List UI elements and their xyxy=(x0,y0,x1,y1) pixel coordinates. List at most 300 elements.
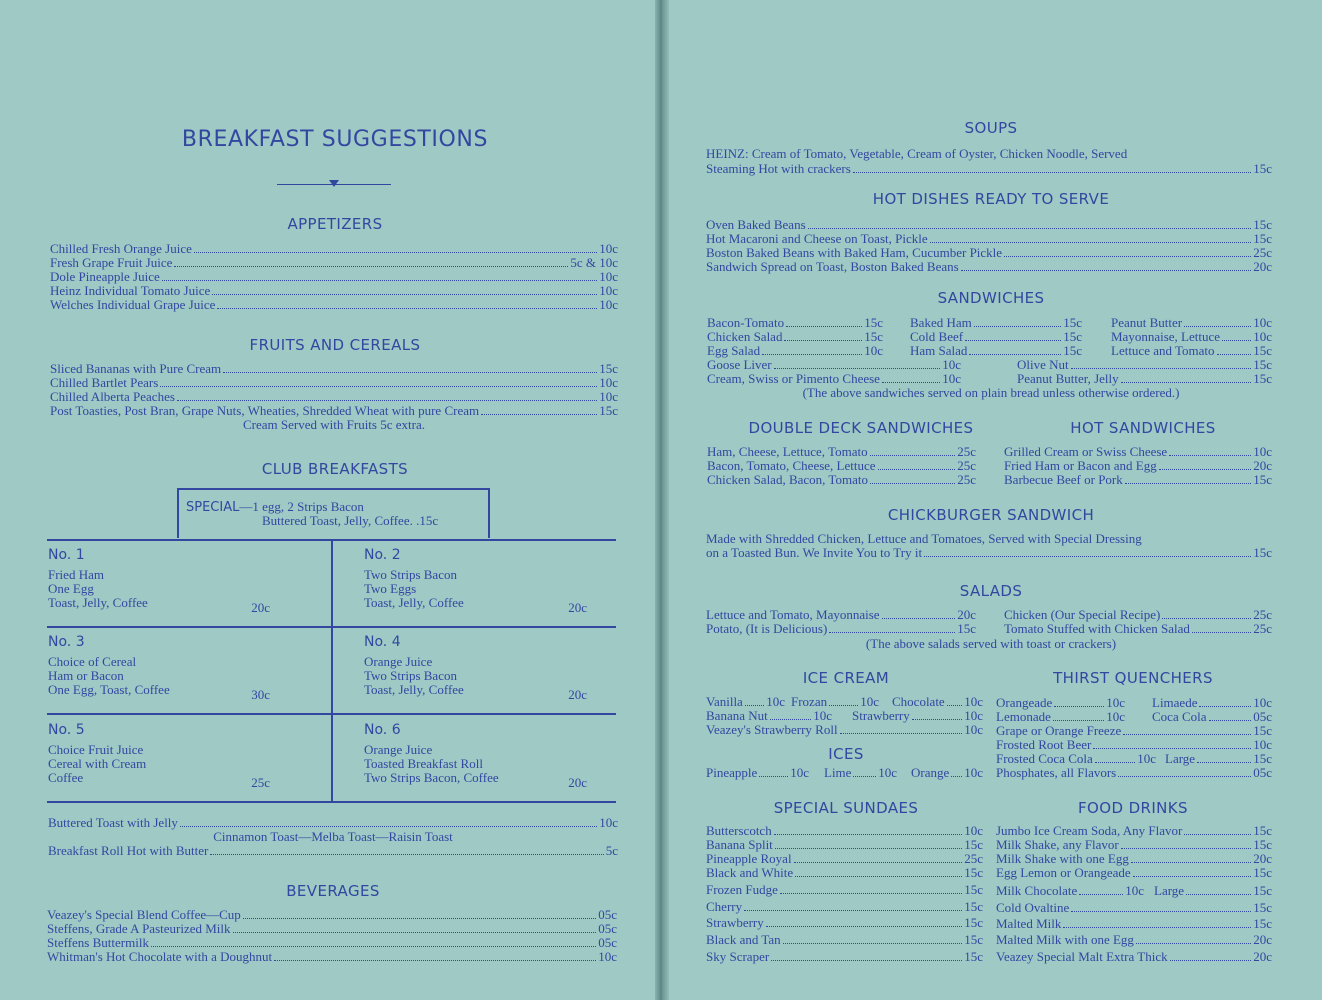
item-name: Limaede xyxy=(1152,695,1198,710)
fruits-heading: FRUITS AND CEREALS xyxy=(249,336,421,354)
salads-heading: SALADS xyxy=(959,582,1023,600)
item-price: 10c xyxy=(964,823,983,838)
item-name: Sliced Bananas with Pure Cream xyxy=(50,361,222,376)
hot-sandwich-item xyxy=(1004,445,1272,459)
fruit-item xyxy=(50,376,618,390)
dot-leader xyxy=(1123,734,1251,735)
item-price: 10c xyxy=(599,241,618,256)
dot-leader xyxy=(223,372,597,373)
dot-leader xyxy=(974,326,1061,327)
item-price: 10c xyxy=(766,694,785,709)
dot-leader xyxy=(1004,256,1251,257)
item-name: Strawberry xyxy=(852,708,910,723)
combo-line: Toast, Jelly, Coffee xyxy=(364,595,464,610)
dot-leader xyxy=(829,705,858,706)
combo-title: No. 4 xyxy=(364,634,401,650)
hot-dish-item xyxy=(706,260,1272,274)
item-name: Milk Shake with one Egg xyxy=(996,851,1129,866)
sandwich-item-peanut-jelly xyxy=(1017,372,1272,386)
item-name: Milk Chocolate xyxy=(996,883,1078,898)
page-title: BREAKFAST SUGGESTIONS xyxy=(181,127,489,152)
dot-leader xyxy=(770,719,811,720)
item-price: 10c xyxy=(964,765,983,780)
item-price: 15c xyxy=(1253,883,1272,898)
dot-leader xyxy=(829,632,955,633)
combo-6 xyxy=(364,723,587,793)
dot-leader xyxy=(274,960,596,961)
breakfast-roll-item xyxy=(48,844,618,858)
item-price: 10c xyxy=(864,343,883,358)
item-name: Boston Baked Beans with Baked Ham, Cucumber Pickle xyxy=(706,245,1003,260)
dot-leader xyxy=(160,386,597,387)
dot-leader xyxy=(965,340,1061,341)
sandwich-item xyxy=(707,344,883,358)
dot-leader xyxy=(745,705,764,706)
item-name: Baked Ham xyxy=(910,315,972,330)
combo-1 xyxy=(48,548,270,618)
item-price: 25c xyxy=(1253,607,1272,622)
item-name: Jumbo Ice Cream Soda, Any Flavor xyxy=(996,823,1183,838)
dot-leader xyxy=(1209,720,1252,721)
combo-5 xyxy=(48,723,270,793)
appetizers-heading: APPETIZERS xyxy=(287,215,383,233)
item-price: 15c xyxy=(1253,900,1272,915)
item-price: 15c xyxy=(1253,545,1272,560)
combo-line: Orange Juice xyxy=(364,654,433,669)
dot-leader xyxy=(1121,848,1251,849)
item-name: Chicken (Our Special Recipe) xyxy=(1004,607,1161,622)
item-price: 25c xyxy=(957,472,976,487)
dot-leader xyxy=(243,918,596,919)
dot-leader xyxy=(771,960,962,961)
beverage-item xyxy=(47,922,617,936)
item-name: Sky Scraper xyxy=(706,949,770,964)
toast-varieties-note: Cinnamon Toast—Melba Toast—Raisin Toast xyxy=(213,829,453,844)
item-name: Lemonade xyxy=(996,709,1051,724)
sandwiches-heading: SANDWICHES xyxy=(937,289,1045,307)
item-price: 10c xyxy=(1253,315,1272,330)
item-name: Cream, Swiss or Pimento Cheese xyxy=(707,371,880,386)
dot-leader xyxy=(759,776,788,777)
sandwich-item-cream-cheese xyxy=(707,372,961,386)
item-price: 10c xyxy=(878,765,897,780)
dot-leader xyxy=(878,469,956,470)
item-price: 15c xyxy=(964,949,983,964)
sundae-item xyxy=(706,824,983,838)
beverage-item xyxy=(47,936,617,950)
item-price: 15c xyxy=(599,361,618,376)
item-name: Post Toasties, Post Bran, Grape Nuts, Wheaties, Shredded Wheat with pure Cream xyxy=(50,403,480,418)
item-name: Malted Milk with one Egg xyxy=(996,932,1134,947)
item-price: 15c xyxy=(864,329,883,344)
item-price: 05c xyxy=(1253,709,1272,724)
sandwich-item-olive-nut xyxy=(1017,358,1272,372)
item-price: 15c xyxy=(864,315,883,330)
dot-leader xyxy=(1121,382,1252,383)
combo-price: 20c xyxy=(251,600,270,615)
item-name: Lime xyxy=(824,765,852,780)
item-name: Fresh Grape Fruit Juice xyxy=(50,255,173,270)
salad-item xyxy=(1004,608,1272,622)
soups-item xyxy=(706,162,1272,176)
sandwich-item xyxy=(1111,330,1272,344)
combo-title: No. 2 xyxy=(364,547,401,563)
salad-item xyxy=(1004,622,1272,636)
dot-leader xyxy=(774,834,963,835)
item-name: Chilled Alberta Peaches xyxy=(50,389,175,404)
item-price: 5c & 10c xyxy=(570,255,618,270)
dot-leader xyxy=(1079,894,1123,895)
item-price: 25c xyxy=(964,851,983,866)
combo-price: 20c xyxy=(568,687,587,702)
item-price: 15c xyxy=(1253,472,1272,487)
dot-leader xyxy=(151,946,596,947)
item-price: 10c xyxy=(599,375,618,390)
food-drink-item xyxy=(996,933,1272,947)
item-name: Barbecue Beef or Pork xyxy=(1004,472,1123,487)
fruit-item xyxy=(50,362,618,376)
item-name: Veazey's Strawberry Roll xyxy=(706,722,838,737)
combo-line: Toasted Breakfast Roll xyxy=(364,756,483,771)
item-name: Chicken Salad xyxy=(707,329,783,344)
item-price: 10c xyxy=(1253,695,1272,710)
sundae-item xyxy=(706,852,983,866)
ice-cream-item xyxy=(706,695,785,709)
item-name: Steffens, Grade A Pasteurized Milk xyxy=(47,921,231,936)
sundae-item xyxy=(706,916,983,930)
item-name: Peanut Butter xyxy=(1111,315,1183,330)
thirst-item xyxy=(996,710,1125,724)
right-page xyxy=(663,0,1322,1000)
dot-leader xyxy=(795,876,962,877)
dot-leader xyxy=(780,893,962,894)
item-name: Lettuce and Tomato xyxy=(1111,343,1215,358)
dot-leader xyxy=(1125,483,1251,484)
dot-leader xyxy=(1184,834,1251,835)
soups-heading: SOUPS xyxy=(964,119,1018,137)
item-price: 15c xyxy=(1253,751,1272,766)
special-line-2: Buttered Toast, Jelly, Coffee. .15c xyxy=(262,513,439,528)
combo-line: Coffee xyxy=(48,770,84,785)
item-name: Oven Baked Beans xyxy=(706,217,806,232)
dot-leader xyxy=(1118,776,1251,777)
item-name: Dole Pineapple Juice xyxy=(50,269,160,284)
item-name: Mayonnaise, Lettuce xyxy=(1111,329,1221,344)
item-price: 15c xyxy=(964,899,983,914)
dot-leader xyxy=(212,294,597,295)
dot-leader xyxy=(1071,911,1251,912)
item-name: Black and White xyxy=(706,865,794,880)
dot-leader xyxy=(882,382,940,383)
item-price: 10c xyxy=(599,269,618,284)
thirst-item xyxy=(996,696,1125,710)
item-name: Cherry xyxy=(706,899,743,914)
dot-leader xyxy=(808,228,1252,229)
salad-item xyxy=(706,608,976,622)
dot-leader xyxy=(1199,706,1251,707)
item-name: Cold Beef xyxy=(910,329,964,344)
special-sundaes-heading: SPECIAL SUNDAES xyxy=(773,799,919,817)
item-name: Pineapple Royal xyxy=(706,851,792,866)
dot-leader xyxy=(1136,943,1251,944)
item-price: 10c xyxy=(1253,737,1272,752)
combo-line: One Egg, Toast, Coffee xyxy=(48,682,170,697)
item-name: Fried Ham or Bacon and Egg xyxy=(1004,458,1157,473)
dot-leader xyxy=(1133,876,1252,877)
item-name: Vanilla xyxy=(706,694,743,709)
ices-item xyxy=(911,766,983,780)
combo-line: One Egg xyxy=(48,581,94,596)
dot-leader xyxy=(870,483,955,484)
dot-leader xyxy=(882,618,956,619)
item-name: Veazey's Special Blend Coffee—Cup xyxy=(47,907,241,922)
item-price: 10c xyxy=(964,722,983,737)
item-name: Orange xyxy=(911,765,950,780)
buttered-toast-item xyxy=(48,816,618,830)
item-price: 25c xyxy=(1253,245,1272,260)
beverage-item xyxy=(47,950,617,964)
salad-item xyxy=(706,622,976,636)
item-price: 15c xyxy=(1253,916,1272,931)
item-price: 15c xyxy=(1253,343,1272,358)
item-price: 10c xyxy=(964,694,983,709)
item-name: Ham Salad xyxy=(910,343,968,358)
item-price: 10c xyxy=(942,371,961,386)
item-name: on a Toasted Bun. We Invite You to Try it xyxy=(706,545,923,560)
item-name: Malted Milk xyxy=(996,916,1062,931)
item-price: 20c xyxy=(1253,259,1272,274)
combo-4 xyxy=(364,635,587,705)
dot-leader xyxy=(180,826,597,827)
ornament-arrow-icon xyxy=(329,180,339,187)
sundae-item xyxy=(706,883,983,897)
item-price: 20c xyxy=(1253,851,1272,866)
soups-line-1: HEINZ: Cream of Tomato, Vegetable, Cream of Oyster, Chicken Noodle, Served xyxy=(706,146,1128,161)
item-price: 15c xyxy=(1253,231,1272,246)
item-price: 15c xyxy=(1253,865,1272,880)
item-name: Strawberry xyxy=(706,915,764,930)
item-price: 10c xyxy=(1106,695,1125,710)
sundae-item xyxy=(706,866,983,880)
dot-leader xyxy=(969,354,1061,355)
item-price: 10c xyxy=(1106,709,1125,724)
item-price: 25c xyxy=(957,458,976,473)
combo-line: Cereal with Cream xyxy=(48,756,147,771)
combo-title: No. 1 xyxy=(48,547,85,563)
item-name: Frozen Fudge xyxy=(706,882,778,897)
book-spine xyxy=(655,0,669,1000)
dot-leader xyxy=(194,252,597,253)
food-drink-item xyxy=(996,917,1272,931)
item-name: Orangeade xyxy=(996,695,1053,710)
hot-sandwich-item xyxy=(1004,473,1272,487)
dot-leader xyxy=(853,776,876,777)
item-price: 10c xyxy=(1253,444,1272,459)
item-name: Bacon, Tomato, Cheese, Lettuce xyxy=(707,458,876,473)
item-price: 10c xyxy=(790,765,809,780)
appetizer-item xyxy=(50,270,618,284)
sundae-item xyxy=(706,900,983,914)
item-name: Peanut Butter, Jelly xyxy=(1017,371,1119,386)
item-price: 10c xyxy=(964,708,983,723)
combo-2 xyxy=(364,548,587,618)
club-breakfasts-heading: CLUB BREAKFASTS xyxy=(261,460,409,478)
item-name: Lettuce and Tomato, Mayonnaise xyxy=(706,607,880,622)
item-name: Phosphates, all Flavors xyxy=(996,765,1117,780)
item-price: 15c xyxy=(964,837,983,852)
item-price: 15c xyxy=(1063,315,1082,330)
double-deck-item xyxy=(707,445,976,459)
hot-sandwich-item xyxy=(1004,459,1272,473)
item-price: 15c xyxy=(1253,837,1272,852)
appetizer-item xyxy=(50,256,618,270)
item-name: Chicken Salad, Bacon, Tomato xyxy=(707,472,868,487)
salads-note: (The above salads served with toast or crackers) xyxy=(865,636,1117,651)
item-name: Egg Lemon or Orangeade xyxy=(996,865,1131,880)
dot-leader xyxy=(783,943,963,944)
dot-leader xyxy=(1186,894,1251,895)
item-price: 20c xyxy=(957,607,976,622)
fruit-item xyxy=(50,404,618,418)
dot-leader xyxy=(840,733,963,734)
item-name: Grilled Cream or Swiss Cheese xyxy=(1004,444,1168,459)
item-price: 05c xyxy=(598,907,617,922)
thirst-item xyxy=(1152,710,1272,724)
dot-leader xyxy=(177,400,597,401)
item-name: Butterscotch xyxy=(706,823,772,838)
dot-leader xyxy=(924,556,1251,557)
item-name: Frosted Root Beer xyxy=(996,737,1092,752)
hot-dish-item xyxy=(706,218,1272,232)
item-price: 10c xyxy=(813,708,832,723)
item-price: 10c xyxy=(1125,883,1144,898)
dot-leader xyxy=(162,280,597,281)
combo-line: Choice of Cereal xyxy=(48,654,137,669)
special-text-1: —1 egg, 2 Strips Bacon xyxy=(239,499,364,514)
double-deck-item xyxy=(707,473,976,487)
appetizer-item xyxy=(50,284,618,298)
item-price: 15c xyxy=(1253,357,1272,372)
beverage-item xyxy=(47,908,617,922)
item-price: 15c xyxy=(964,932,983,947)
item-price: 10c xyxy=(599,283,618,298)
special-label: SPECIAL xyxy=(186,500,240,515)
large-label: Large xyxy=(1165,751,1196,766)
ices-item xyxy=(706,766,809,780)
double-deck-item xyxy=(707,459,976,473)
sandwich-item xyxy=(910,330,1082,344)
sandwich-item-goose-liver xyxy=(707,358,961,372)
hot-dish-item xyxy=(706,246,1272,260)
item-name: Potato, (It is Delicious) xyxy=(706,621,828,636)
ice-cream-item xyxy=(791,695,879,709)
dot-leader xyxy=(912,719,962,720)
combo-line: Two Eggs xyxy=(364,581,417,596)
sandwich-item xyxy=(707,316,883,330)
food-drink-item xyxy=(996,824,1272,838)
ice-cream-item xyxy=(852,709,983,723)
combo-price: 25c xyxy=(251,775,270,790)
ice-cream-heading: ICE CREAM xyxy=(802,669,890,687)
dot-leader xyxy=(762,354,862,355)
food-drink-item xyxy=(996,852,1272,866)
item-price: 20c xyxy=(1253,932,1272,947)
item-price: 25c xyxy=(957,444,976,459)
dot-leader xyxy=(951,776,962,777)
item-name: Banana Split xyxy=(706,837,773,852)
thirst-item-phosphates xyxy=(996,766,1272,780)
large-label: Large xyxy=(1154,883,1185,898)
item-price: 15c xyxy=(964,882,983,897)
dot-leader xyxy=(1197,762,1251,763)
item-price: 15c xyxy=(1253,161,1272,176)
combo-price: 20c xyxy=(568,775,587,790)
dot-leader xyxy=(1169,455,1251,456)
item-price: 15c xyxy=(964,865,983,880)
item-name: Breakfast Roll Hot with Butter xyxy=(48,843,209,858)
dot-leader xyxy=(1162,618,1251,619)
combo-line: Choice Fruit Juice xyxy=(48,742,144,757)
thirst-item xyxy=(1152,696,1272,710)
combo-title: No. 5 xyxy=(48,722,85,738)
combo-line: Toast, Jelly, Coffee xyxy=(364,682,464,697)
item-name: Bacon-Tomato xyxy=(707,315,785,330)
left-page xyxy=(0,0,660,1000)
thirst-item xyxy=(996,738,1272,752)
item-price: 05c xyxy=(598,921,617,936)
combo-line: Orange Juice xyxy=(364,742,433,757)
thirst-item-frosted-coca-large xyxy=(1165,752,1272,766)
item-name: Steffens Buttermilk xyxy=(47,935,149,950)
item-name: Buttered Toast with Jelly xyxy=(48,815,178,830)
item-price: 20c xyxy=(1253,458,1272,473)
item-price: 15c xyxy=(1253,723,1272,738)
food-drink-item-chocolate-large xyxy=(1154,884,1272,898)
ices-heading: ICES xyxy=(828,745,864,763)
combo-line: Two Strips Bacon, Coffee xyxy=(364,770,499,785)
ices-item xyxy=(824,766,897,780)
dot-leader xyxy=(784,340,862,341)
hot-dishes-heading: HOT DISHES READY TO SERVE xyxy=(872,190,1110,208)
item-name: Chilled Bartlet Pears xyxy=(50,375,159,390)
dot-leader xyxy=(870,455,956,456)
dot-leader xyxy=(481,414,597,415)
sandwich-item xyxy=(1111,316,1272,330)
item-name: Grape or Orange Freeze xyxy=(996,723,1122,738)
dot-leader xyxy=(766,926,962,927)
dot-leader xyxy=(930,242,1252,243)
sundae-item xyxy=(706,933,983,947)
dot-leader xyxy=(174,266,568,267)
dot-leader xyxy=(1063,927,1251,928)
dot-leader xyxy=(1192,632,1251,633)
item-name: Hot Macaroni and Cheese on Toast, Pickle xyxy=(706,231,928,246)
dot-leader xyxy=(210,854,603,855)
dot-leader xyxy=(1217,354,1252,355)
thirst-quenchers-heading: THIRST QUENCHERS xyxy=(1053,669,1213,687)
dot-leader xyxy=(1054,706,1104,707)
sandwich-item xyxy=(910,316,1082,330)
item-name: Tomato Stuffed with Chicken Salad xyxy=(1004,621,1190,636)
item-name: Chilled Fresh Orange Juice xyxy=(50,241,192,256)
chickburger-item xyxy=(706,546,1272,560)
food-drink-item xyxy=(996,950,1272,964)
dot-leader xyxy=(853,172,1251,173)
item-name: Veazey Special Malt Extra Thick xyxy=(996,949,1168,964)
item-price: 15c xyxy=(599,403,618,418)
chickburger-line-1: Made with Shredded Chicken, Lettuce and Tomatoes, Served with Special Dressing xyxy=(706,531,1142,546)
item-price: 10c xyxy=(1253,329,1272,344)
